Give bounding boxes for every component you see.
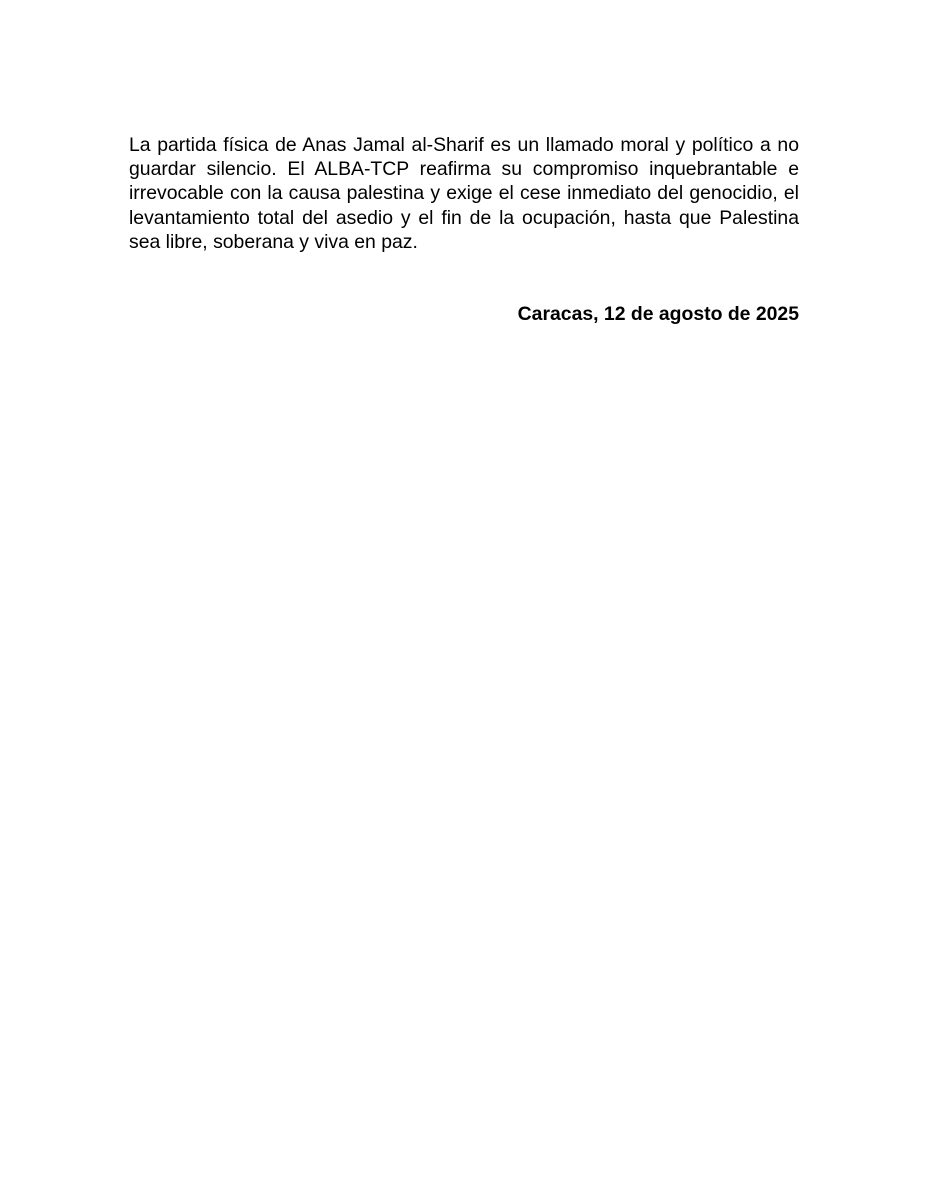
closing-paragraph: La partida física de Anas Jamal al-Sharif es un llamado moral y político a no guardar silencio. El ALBA-TCP reafirma su compromiso inquebrantable e irrevocable con la causa palestina y exige el cese inmediato del genocidio, el levantamiento total del asedio y el fin de la ocupación, hasta que Palestina sea libre, soberana y viva en paz. xyxy=(129,134,799,253)
document-body xyxy=(129,133,799,254)
place-and-date: Caracas, 12 de agosto de 2025 xyxy=(517,303,799,325)
